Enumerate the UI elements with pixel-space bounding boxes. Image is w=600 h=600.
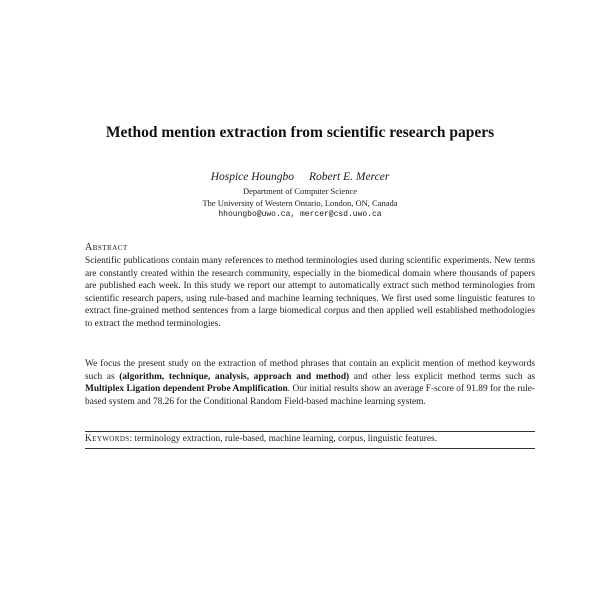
keywords-text: : terminology extraction, rule-based, machine learning, corpus, linguistic features. — [129, 434, 438, 444]
keywords-line — [85, 434, 545, 444]
author-emails: hhoungbo@uwo.ca, mercer@csd.uwo.ca — [218, 210, 382, 219]
method-term-example: Multiplex Ligation dependent Probe Amplification — [85, 384, 288, 395]
method-keywords-list: (algorithm, technique, analysis, approach and method) — [119, 371, 350, 382]
abstract-text: and other less explicit method terms such as — [349, 371, 536, 382]
abstract-paragraph-1: Scientific publications contain many references to method terminologies used during scientific experiments. New terms are constantly created within the research community, especially in the biomedical domain where thousands of papers are published each week. In this study we report our attempt to automatically extract such method terminologies from scientific research papers, using rule-based and machine learning techniques. We first used some linguistic features to extract fine-grained method sentences from a large biomedical corpus and then applied well established methodologies to extract the method terminologies. — [85, 256, 535, 329]
abstract-heading: Abstract — [85, 242, 128, 253]
keywords-bottom-rule — [85, 448, 535, 449]
keywords-label: Keywords — [85, 434, 130, 444]
keywords-top-rule — [85, 431, 535, 432]
abstract-paragraph-2 — [85, 358, 535, 408]
author-name: Hospice Houngbo — [210, 171, 295, 183]
abstract-text: We focus the present study on the extraction of method phrases that contain an explicit mention of method keywords such as — [85, 359, 535, 382]
abstract-text: . Our initial results show an average F-score of 91.89 for the rule-based system and 78.26 for the Conditional Random Field-based machine learning system. — [85, 384, 535, 407]
author-department: Department of Computer Science — [242, 186, 357, 196]
author-list — [60, 171, 540, 183]
paper-title: Method mention extraction from scientific research papers — [105, 124, 495, 141]
author-name: Robert E. Mercer — [308, 171, 390, 183]
author-university: The University of Western Ontario, London, ON, Canada — [202, 198, 398, 208]
